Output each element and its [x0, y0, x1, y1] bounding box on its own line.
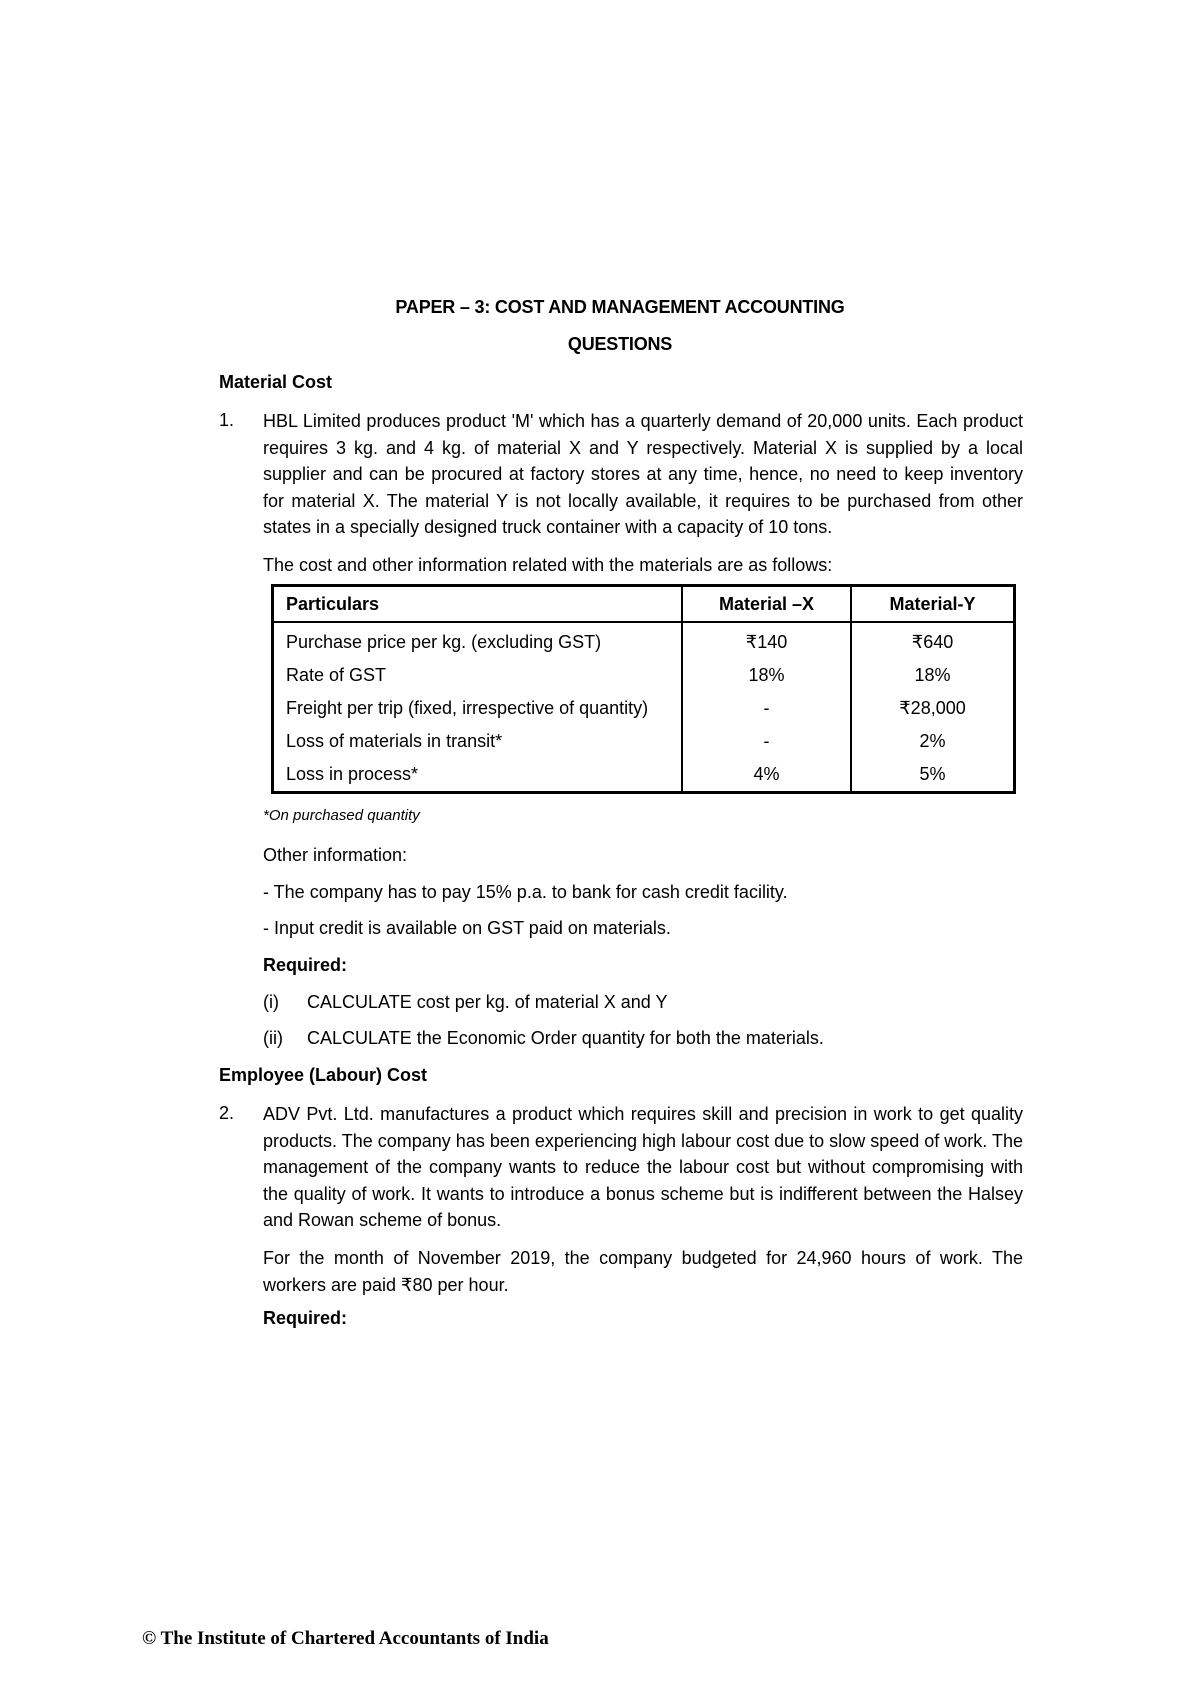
table-row	[273, 622, 1015, 659]
requirement-label: (ii)	[263, 1028, 283, 1048]
requirement-label: (i)	[263, 992, 279, 1012]
question-1-paragraph: HBL Limited produces product 'M' which has a quarterly demand of 20,000 units. Each product requires 3 kg. and 4 kg. of material X and Y respectively. Material X is supplied by a local supplier and can be procured at factory stores at any time, hence, no need to keep inventory for material X. The material Y is not locally available, it requires to be purchased from other states in a specially designed truck container with a capacity of 10 tons.	[263, 411, 1023, 537]
table-row	[273, 659, 1015, 692]
table-cell: Purchase price per kg. (excluding GST)	[273, 622, 683, 659]
question-2-paragraph: ADV Pvt. Ltd. manufactures a product which requires skill and precision in work to get quality products. The company has been experiencing high labour cost due to slow speed of work. The management of the company wants to reduce the labour cost but without compromising with the quality of work. It wants to introduce a bonus scheme but is indifferent between the Halsey and Rowan scheme of bonus.	[263, 1104, 1023, 1230]
table-cell: Loss in process*	[273, 758, 683, 793]
table-cell: 5%	[851, 758, 1015, 793]
table-cell: ₹640	[851, 622, 1015, 659]
table-cell: -	[682, 725, 851, 758]
table-cell: 18%	[682, 659, 851, 692]
page-title: PAPER – 3: COST AND MANAGEMENT ACCOUNTING	[395, 297, 845, 317]
requirement-text: CALCULATE cost per kg. of material X and Y	[307, 992, 668, 1012]
table-row	[273, 692, 1015, 725]
required-label-2: Required:	[263, 1308, 348, 1328]
table-cell: Rate of GST	[273, 659, 683, 692]
table-cell: ₹28,000	[851, 692, 1015, 725]
other-info-item: - The company has to pay 15% p.a. to bank for cash credit facility.	[263, 882, 788, 902]
requirement-text: CALCULATE the Economic Order quantity for both the materials.	[307, 1028, 824, 1048]
table-footnote: *On purchased quantity	[263, 807, 420, 824]
table-cell: ₹140	[682, 622, 851, 659]
table-header-material-x: Material –X	[682, 586, 851, 623]
table-cell: 2%	[851, 725, 1015, 758]
table-cell: 18%	[851, 659, 1015, 692]
section-heading-employee-cost: Employee (Labour) Cost	[219, 1065, 428, 1085]
question-number-1: 1.	[219, 410, 235, 430]
table-header-row	[273, 586, 1015, 623]
table-row	[273, 725, 1015, 758]
question-2-paragraph-2: For the month of November 2019, the company budgeted for 24,960 hours of work. The workers are paid ₹80 per hour.	[263, 1248, 1023, 1295]
footer-copyright: © The Institute of Chartered Accountants of India	[142, 1628, 549, 1649]
page-subtitle: QUESTIONS	[567, 334, 673, 354]
table-cell: Loss of materials in transit*	[273, 725, 683, 758]
other-info-item: - Input credit is available on GST paid on materials.	[263, 918, 671, 938]
table-header-particulars: Particulars	[273, 586, 683, 623]
question-number-2: 2.	[219, 1103, 235, 1123]
required-label-1: Required:	[263, 955, 348, 975]
table-header-material-y: Material-Y	[851, 586, 1015, 623]
table-cell: Freight per trip (fixed, irrespective of quantity)	[273, 692, 683, 725]
materials-table	[271, 584, 1016, 794]
table-row	[273, 758, 1015, 793]
table-cell: -	[682, 692, 851, 725]
table-intro: The cost and other information related with the materials are as follows:	[263, 555, 833, 575]
table-cell: 4%	[682, 758, 851, 793]
other-info-label: Other information:	[263, 845, 408, 865]
section-heading-material-cost: Material Cost	[219, 372, 333, 392]
